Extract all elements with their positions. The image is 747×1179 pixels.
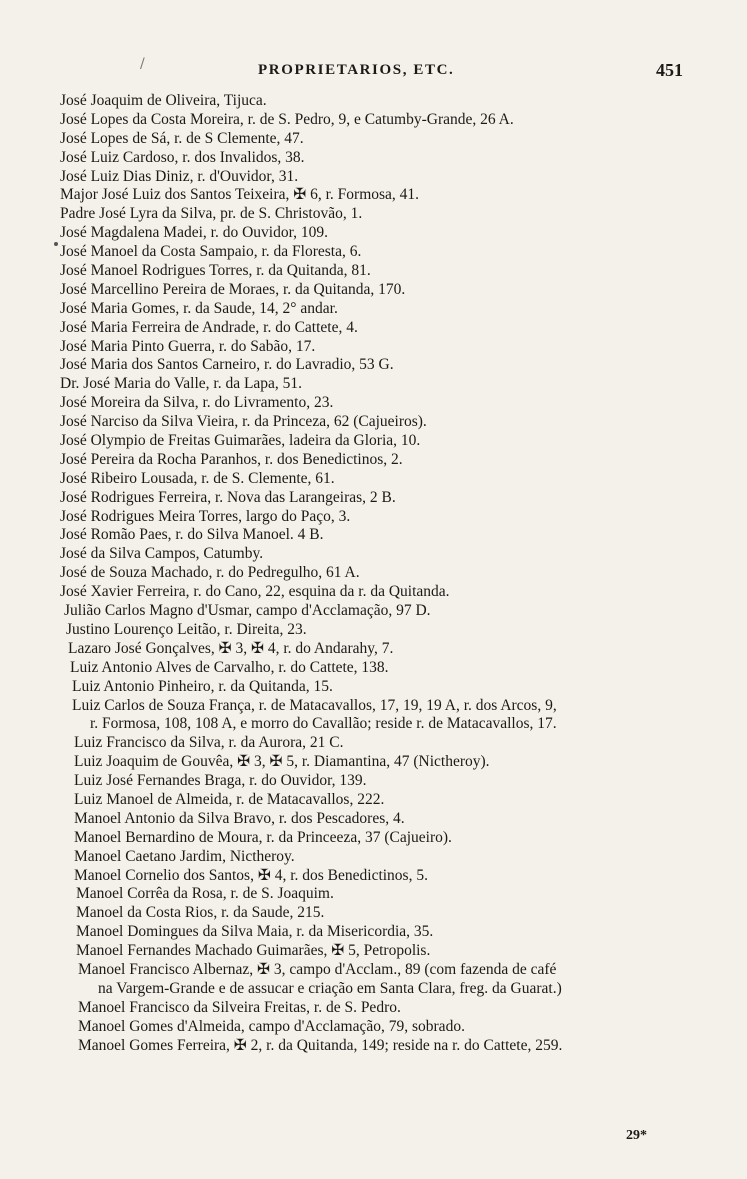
list-item: José Romão Paes, r. do Silva Manoel. 4 B.	[60, 526, 324, 544]
list-item: José Lopes da Costa Moreira, r. de S. Pedro, 9, e Catumby-Grande, 26 A.	[60, 110, 514, 128]
list-item: Manoel Francisco da Silveira Freitas, r. de S. Pedro.	[78, 998, 401, 1016]
page-number: 451	[656, 60, 683, 80]
list-item: José Maria dos Santos Carneiro, r. do Lavradio, 53 G.	[60, 356, 394, 374]
list-item: José Luiz Cardoso, r. dos Invalidos, 38.	[60, 148, 305, 166]
list-item: na Vargem-Grande e de assucar e criação em Santa Clara, freg. da Guarat.)	[98, 979, 562, 997]
list-item: Manoel Bernardino de Moura, r. da Princeeza, 37 (Cajueiro).	[74, 828, 452, 846]
list-item: Dr. José Maria do Valle, r. da Lapa, 51.	[60, 375, 303, 393]
list-item: José de Souza Machado, r. do Pedregulho, 61 A.	[60, 564, 360, 582]
list-item: José Maria Gomes, r. da Saude, 14, 2° andar.	[60, 299, 338, 317]
signature-mark: 29*	[626, 1128, 647, 1143]
list-item: Manoel Gomes d'Almeida, campo d'Acclamação, 79, sobrado.	[78, 1017, 465, 1035]
list-item: r. Formosa, 108, 108 A, e morro do Cavallão; reside r. de Matacavallos, 17.	[90, 715, 557, 733]
list-item: Luiz Joaquim de Gouvêa, ✠ 3, ✠ 5, r. Diamantina, 47 (Nictheroy).	[74, 753, 490, 771]
list-item: José Narciso da Silva Vieira, r. da Princeza, 62 (Cajueiros).	[60, 413, 427, 431]
list-item: José Moreira da Silva, r. do Livramento, 23.	[60, 394, 334, 412]
list-item: Manoel Gomes Ferreira, ✠ 2, r. da Quitanda, 149; reside na r. do Cattete, 259.	[78, 1036, 563, 1054]
list-item: José Rodrigues Ferreira, r. Nova das Larangeiras, 2 B.	[60, 488, 396, 506]
list-item: José Magdalena Madei, r. do Ouvidor, 109.	[60, 224, 328, 242]
list-item: José Manoel Rodrigues Torres, r. da Quitanda, 81.	[60, 262, 371, 280]
list-item: Luiz Carlos de Souza França, r. de Matacavallos, 17, 19, 19 A, r. dos Arcos, 9,	[72, 696, 557, 714]
list-item: José Lopes de Sá, r. de S Clemente, 47.	[60, 129, 304, 147]
list-item: Manoel Francisco Albernaz, ✠ 3, campo d'Acclam., 89 (com fazenda de café	[78, 960, 557, 978]
list-item: José Manoel da Costa Sampaio, r. da Floresta, 6.	[60, 243, 362, 261]
list-item: Luiz Manoel de Almeida, r. de Matacavallos, 222.	[74, 790, 385, 808]
list-item: Julião Carlos Magno d'Usmar, campo d'Acclamação, 97 D.	[64, 602, 431, 620]
list-item: José Maria Pinto Guerra, r. do Sabão, 17.	[60, 337, 316, 355]
list-item: Luiz José Fernandes Braga, r. do Ouvidor, 139.	[74, 772, 367, 790]
list-item: José Xavier Ferreira, r. do Cano, 22, esquina da r. da Quitanda.	[60, 583, 450, 601]
list-item: Justino Lourenço Leitão, r. Direita, 23.	[66, 620, 307, 638]
margin-dot	[54, 242, 58, 246]
list-item: José Marcellino Pereira de Moraes, r. da Quitanda, 170.	[60, 280, 406, 298]
list-item: José da Silva Campos, Catumby.	[60, 545, 264, 563]
entry-list	[60, 92, 720, 1055]
list-item: José Pereira da Rocha Paranhos, r. dos Benedictinos, 2.	[60, 450, 403, 468]
list-item: José Olympio de Freitas Guimarães, ladeira da Gloria, 10.	[60, 432, 421, 450]
stray-ink-mark: /	[140, 56, 145, 72]
list-item: José Joaquim de Oliveira, Tijuca.	[60, 92, 267, 109]
list-item: Padre José Lyra da Silva, pr. de S. Christovão, 1.	[60, 205, 363, 223]
list-item: José Rodrigues Meira Torres, largo do Paço, 3.	[60, 507, 351, 525]
list-item: Luiz Antonio Alves de Carvalho, r. do Cattete, 138.	[70, 658, 389, 676]
list-item: José Ribeiro Lousada, r. de S. Clemente, 61.	[60, 469, 335, 487]
list-item: Manoel Corrêa da Rosa, r. de S. Joaquim.	[76, 885, 334, 903]
list-item: Luiz Antonio Pinheiro, r. da Quitanda, 15.	[72, 677, 333, 695]
list-item: Manoel Fernandes Machado Guimarães, ✠ 5, Petropolis.	[76, 942, 431, 960]
list-item: Manoel Antonio da Silva Bravo, r. dos Pescadores, 4.	[74, 809, 405, 827]
list-item: Manoel Caetano Jardim, Nictheroy.	[74, 847, 295, 865]
page-title: PROPRIETARIOS, ETC.	[258, 62, 455, 78]
list-item: Manoel da Costa Rios, r. da Saude, 215.	[76, 904, 325, 922]
list-item: Major José Luiz dos Santos Teixeira, ✠ 6, r. Formosa, 41.	[60, 186, 420, 204]
list-item: Luiz Francisco da Silva, r. da Aurora, 21 C.	[74, 734, 344, 752]
list-item: José Luiz Dias Diniz, r. d'Ouvidor, 31.	[60, 167, 299, 185]
list-item: Lazaro José Gonçalves, ✠ 3, ✠ 4, r. do Andarahy, 7.	[68, 639, 394, 657]
list-item: Manoel Cornelio dos Santos, ✠ 4, r. dos Benedictinos, 5.	[74, 866, 428, 884]
list-item: José Maria Ferreira de Andrade, r. do Cattete, 4.	[60, 318, 358, 336]
list-item: Manoel Domingues da Silva Maia, r. da Misericordia, 35.	[76, 923, 434, 941]
